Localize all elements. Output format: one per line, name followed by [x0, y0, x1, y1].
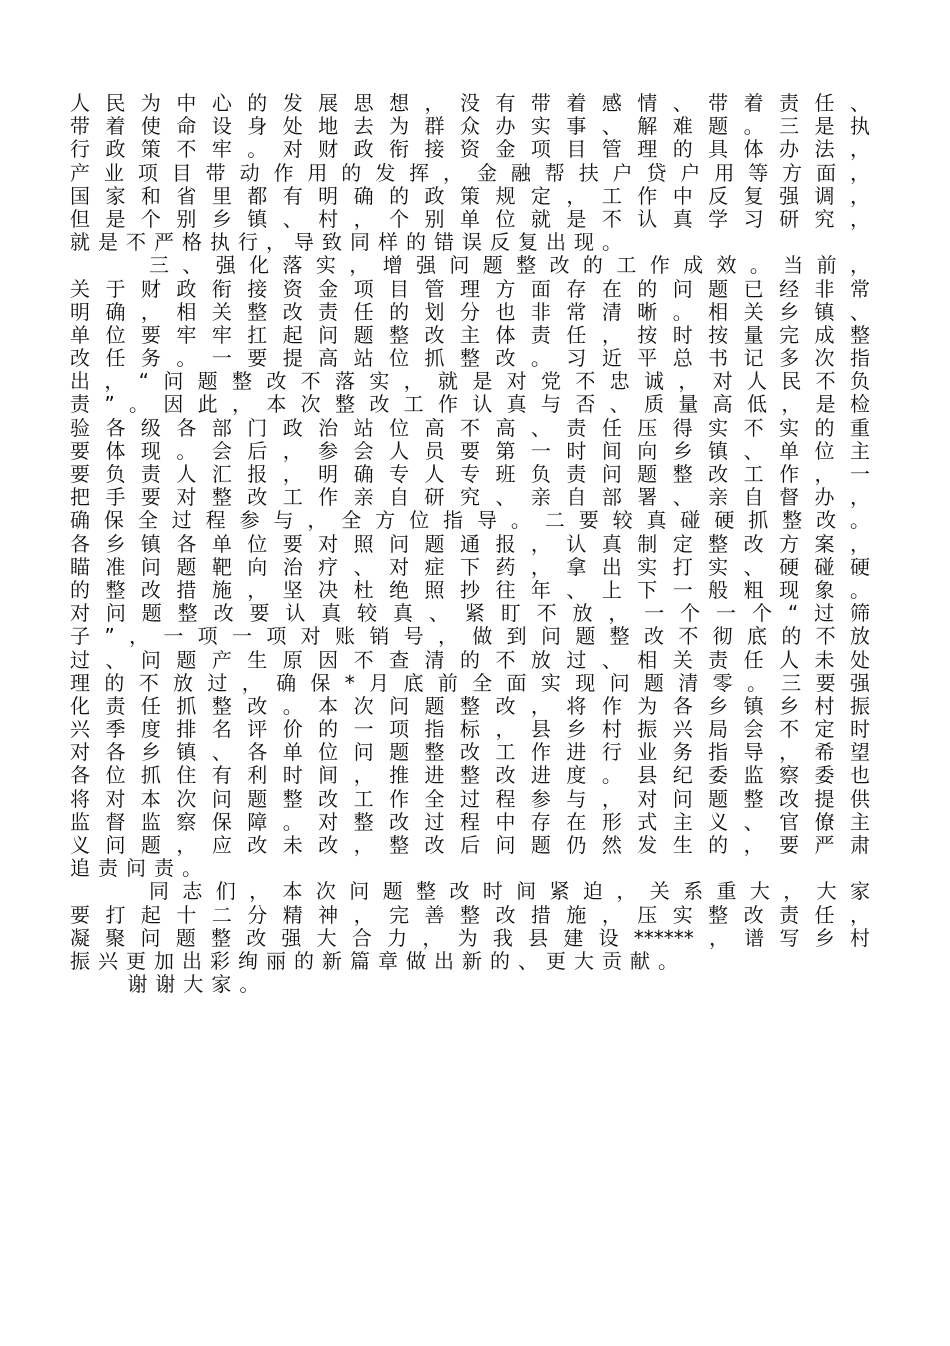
paragraph-end-line: 追责问责。 — [70, 856, 210, 881]
text-line: 对问题整改要认真较真、紧盯不放，一个一个“过筛 — [70, 601, 870, 626]
text-line: 义问题，应改未改，整改后问题仍然发生的，要严肃 — [70, 833, 870, 857]
text-line: 人民为中心的发展思想，没有带着感情、带着责任、 — [70, 91, 870, 115]
text-line: 子”，一项一项对账销号，做到问题整改不彻底的不放 — [70, 624, 870, 649]
text-line: 带着使命设身处地去为群众办实事、解难题。三是执 — [70, 114, 870, 139]
text-line: 化责任抓整改。本次问题整改，将作为各乡镇乡村振 — [70, 693, 870, 718]
text-line: 责”。因此，本次整改工作认真与否、质量高低，是检 — [70, 392, 870, 417]
closing-line: 谢谢大家。 — [70, 972, 268, 997]
text-line: 国家和省里都有明确的政策规定，工作中反复强调， — [70, 183, 870, 208]
text-line: 同志们，本次问题整改时间紧迫，关系重大，大家 — [70, 879, 870, 904]
text-line: 要打起十二分精神，完善整改措施，压实整改责任， — [70, 902, 870, 927]
text-line: 把手要对整改工作亲自研究、亲自部署、亲自督办， — [70, 485, 870, 510]
text-line: 各乡镇各单位要对照问题通报，认真制定整改方案， — [70, 531, 870, 556]
text-line: 产业项目带动作用的发挥，金融帮扶户贷户用等方面， — [70, 160, 870, 185]
text-line: 确保全过程参与，全方位指导。二要较真碰硬抓整改。 — [70, 508, 870, 533]
text-line: 要负责人汇报，明确专人专班负责问题整改工作，一 — [70, 462, 870, 486]
text-line: 各位抓住有利时间，推进整改进度。县纪委监察委也 — [70, 763, 870, 788]
text-line: 过、问题产生原因不查清的不放过、相关责任人未处 — [70, 647, 870, 672]
speech-body-text — [70, 92, 870, 996]
text-line: 要体现。会后，参会人员要第一时间向乡镇、单位主 — [70, 438, 870, 463]
text-line: 出，“问题整改不落实，就是对党不忠诚，对人民不负 — [70, 369, 870, 394]
text-line: 明确，相关整改责任的划分也非常清晰。相关乡镇、 — [70, 299, 870, 324]
text-line: 行政策不牢。对财政衔接资金项目管理的具体办法， — [70, 137, 870, 162]
text-line: 理的不放过，确保*月底前全面实现问题清零。三要强 — [70, 670, 870, 695]
paragraph-end-line: 就是不严格执行，导致同样的错误反复出现。 — [70, 230, 630, 255]
text-line: 监督监察保障。对整改过程中存在形式主义、官僚主 — [70, 809, 870, 834]
paragraph-end-line: 振兴更加出彩绚丽的新篇章做出新的、更大贡献。 — [70, 948, 686, 973]
text-line: 改任务。一要提高站位抓整改。习近平总书记多次指 — [70, 346, 870, 371]
text-line: 单位要牢牢扛起问题整改主体责任，按时按量完成整 — [70, 322, 870, 347]
text-line: 关于财政衔接资金项目管理方面存在的问题已经非常 — [70, 276, 870, 301]
text-line: 瞄准问题靶向治疗、对症下药，拿出实打实、硬碰硬 — [70, 554, 870, 579]
text-line: 但是个别乡镇、村，个别单位就是不认真学习研究， — [70, 206, 870, 231]
text-line: 兴季度排名评价的一项指标，县乡村振兴局会不定时 — [70, 717, 870, 742]
text-line: 将对本次问题整改工作全过程参与，对问题整改提供 — [70, 786, 870, 811]
text-line: 验各级各部门政治站位高不高、责任压得实不实的重 — [70, 415, 870, 440]
section-heading-line: 三、强化落实，增强问题整改的工作成效。当前， — [70, 253, 870, 278]
text-line: 的整改措施，坚决杜绝照抄往年、上下一般粗现象。 — [70, 577, 870, 602]
text-line: 凝聚问题整改强大合力，为我县建设******，谱写乡村 — [70, 925, 870, 950]
text-line: 对各乡镇、各单位问题整改工作进行业务指导，希望 — [70, 740, 870, 765]
